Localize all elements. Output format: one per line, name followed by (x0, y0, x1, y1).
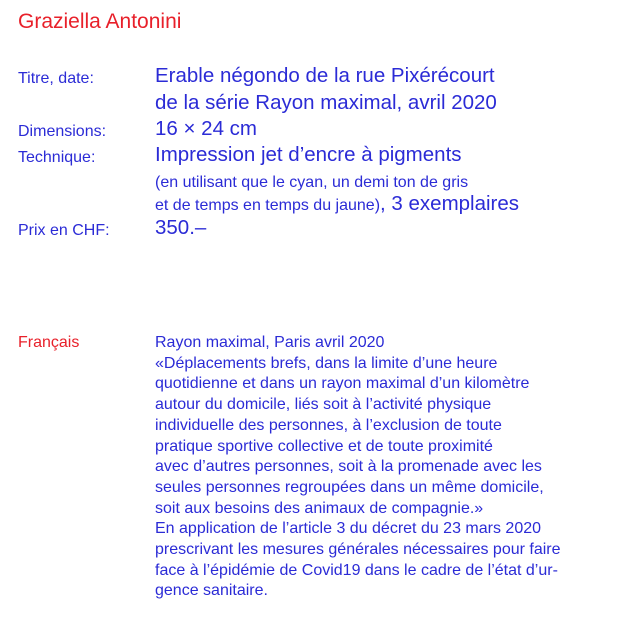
technique-note-line-2 (155, 194, 519, 216)
dimensions-value: 16 × 24 cm (155, 117, 257, 140)
price-value: 350.– (155, 216, 207, 239)
language-label: Français (18, 334, 80, 351)
text-line: prescrivant les mesures générales nécessaires pour faire (155, 541, 561, 559)
text-line: «Déplacements brefs, dans la limite d’une heure (155, 354, 498, 372)
title-line-2: de la série Rayon maximal, avril 2020 (155, 91, 497, 114)
technique-value: Impression jet d’encre à pigments (155, 143, 462, 166)
description-text (155, 333, 625, 602)
dimensions-label: Dimensions: (18, 123, 107, 140)
text-line: Rayon maximal, Paris avril 2020 (155, 334, 385, 351)
text-line: En application de l’article 3 du décret du 23 mars 2020 (155, 520, 542, 538)
title-line-1: Erable négondo de la rue Pixérécourt (155, 64, 495, 87)
technique-label: Technique: (18, 149, 96, 166)
artist-name: Graziella Antonini (18, 10, 182, 33)
text-line: avec d’autres personnes, soit à la promenade avec les (155, 458, 542, 476)
text-line: pratique sportive collective et de toute proximité (155, 437, 493, 455)
text-line: seules personnes regroupées dans un même domicile, (155, 478, 544, 496)
title-label: Titre, date: (18, 70, 94, 87)
text-line: face à l’épidémie de Covid19 dans le cadre de l’état d’ur- (155, 561, 558, 579)
technique-copies: , 3 exemplaires (380, 192, 520, 215)
technique-note-text: et de temps en temps du jaune) (155, 197, 381, 214)
text-line: soit aux besoins des animaux de compagnie.» (155, 499, 484, 517)
text-line: autour du domicile, liés soit à l’activité physique (155, 396, 492, 414)
text-line: quotidienne et dans un rayon maximal d’un kilomètre (155, 375, 530, 393)
text-line: individuelle des personnes, à l’exclusion de toute (155, 416, 502, 434)
technique-note-line-1: (en utilisant que le cyan, un demi ton de gris (155, 174, 469, 191)
price-label: Prix en CHF: (18, 222, 110, 239)
text-line: gence sanitaire. (155, 582, 268, 600)
